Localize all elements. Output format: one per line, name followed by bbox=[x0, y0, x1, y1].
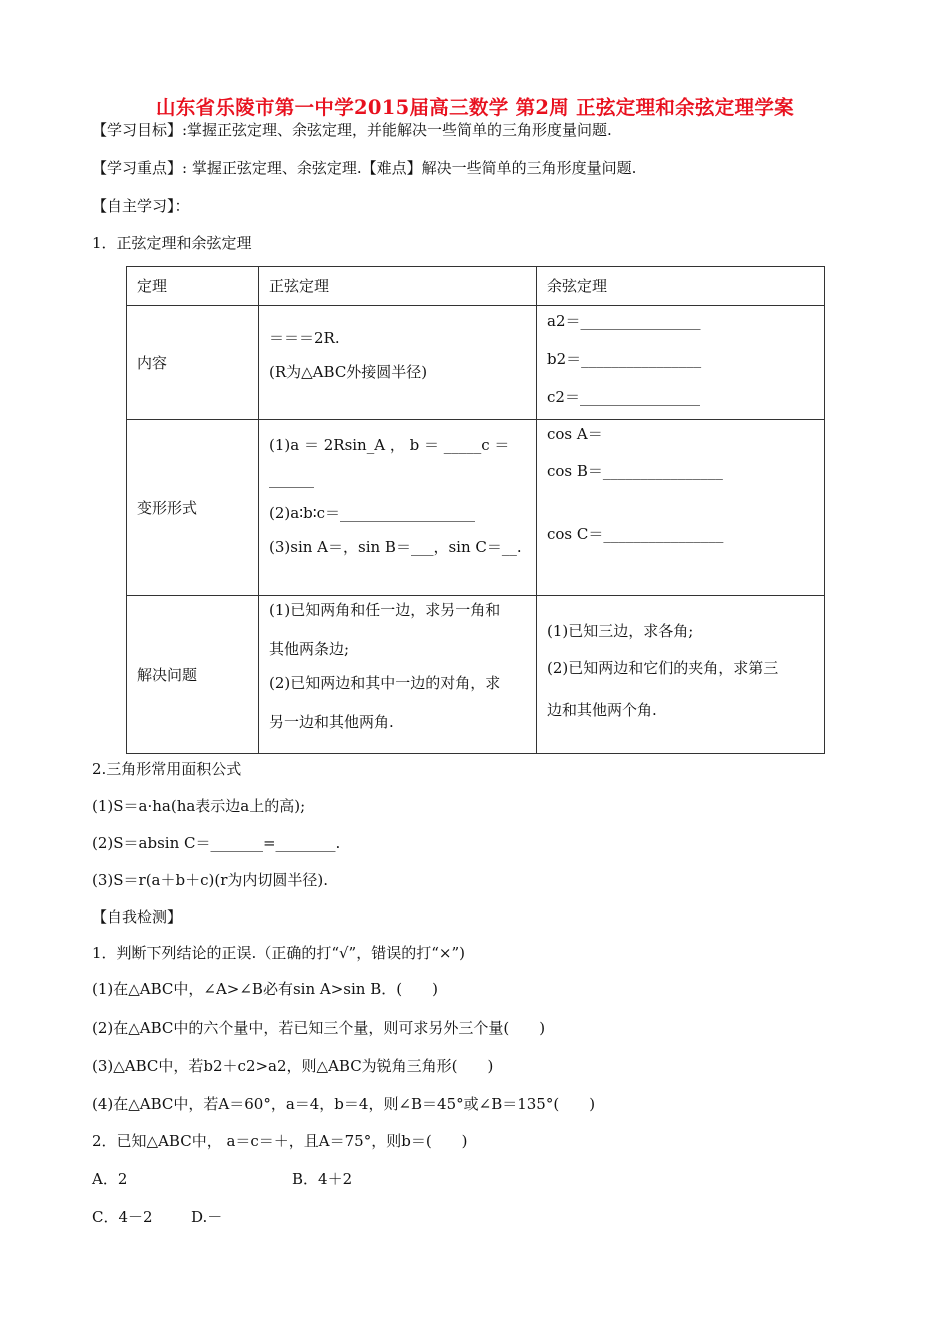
section-2-heading: 2.三角形常用面积公式 bbox=[92, 760, 242, 778]
cosine-content-cell bbox=[537, 306, 825, 420]
question-1-item: (3)△ABC中，若b2＋c2>a2，则△ABC为锐角三角形( ) bbox=[92, 1057, 494, 1075]
row-label-problems: 解决问题 bbox=[127, 596, 259, 754]
question-2-option-d: D.－ bbox=[191, 1208, 223, 1226]
cosine-content-line: a2＝________________ bbox=[547, 312, 701, 330]
sine-variant-line: (2)a∶b∶c＝__________________ bbox=[269, 504, 476, 522]
cosine-content-line: b2＝________________ bbox=[547, 350, 702, 368]
cosine-variant-cell bbox=[537, 420, 825, 596]
cosine-variant-line: cos A＝ bbox=[547, 425, 603, 443]
header-theorem: 定理 bbox=[127, 267, 259, 306]
theorem-table bbox=[126, 266, 825, 754]
area-formula: (1)S＝a·ha(ha表示边a上的高); bbox=[92, 797, 306, 815]
sine-problem-line: 其他两条边; bbox=[269, 640, 350, 658]
question-1-title: 1．判断下列结论的正误.（正确的打“√”，错误的打“×”) bbox=[92, 944, 465, 962]
cosine-problem-line: (2)已知两边和它们的夹角，求第三 bbox=[547, 659, 779, 677]
self-check-heading: 【自我检测】 bbox=[92, 908, 183, 926]
question-2-option-b: B．4＋2 bbox=[292, 1170, 353, 1188]
question-2-option-c: C．4－2 bbox=[92, 1208, 153, 1226]
area-formula: (3)S＝r(a＋b＋c)(r为内切圆半径). bbox=[92, 871, 328, 889]
row-label-content: 内容 bbox=[127, 306, 259, 420]
sine-problem-line: 另一边和其他两角. bbox=[269, 713, 394, 731]
question-2-title: 2．已知△ABC中， a＝c＝＋，且A＝75°，则b＝( ) bbox=[92, 1132, 468, 1150]
sine-content-line: ＝＝＝2R. bbox=[269, 329, 340, 347]
sine-variant-line: (3)sin A＝，sin B＝___，sin C＝__. bbox=[269, 538, 522, 556]
sine-content-cell bbox=[259, 306, 537, 420]
table-row-content bbox=[127, 306, 825, 420]
section-1-heading: 1．正弦定理和余弦定理 bbox=[92, 234, 252, 252]
cosine-problem-cell bbox=[537, 596, 825, 754]
learning-goals: 【学习目标】:掌握正弦定理、余弦定理，并能解决一些简单的三角形度量问题. bbox=[92, 121, 612, 139]
header-cosine-law: 余弦定理 bbox=[537, 267, 825, 306]
sine-variant-line: (1)a ＝ 2Rsin_A ， b ＝ _____c ＝ bbox=[269, 436, 510, 454]
sine-problem-line: (1)已知两角和任一边，求另一角和 bbox=[269, 601, 501, 619]
table-row-problems bbox=[127, 596, 825, 754]
document-title: 山东省乐陵市第一中学2015届高三数学 第2周 正弦定理和余弦定理学案 bbox=[156, 96, 794, 119]
question-1-item: (4)在△ABC中，若A＝60°，a＝4，b＝4，则∠B＝45°或∠B＝135°( ) bbox=[92, 1095, 596, 1113]
question-1-item: (2)在△ABC中的六个量中，若已知三个量，则可求另外三个量( ) bbox=[92, 1019, 546, 1037]
sine-content-line: (R为△ABC外接圆半径) bbox=[269, 363, 428, 381]
table-header-row bbox=[127, 267, 825, 306]
cosine-variant-line: cos C＝________________ bbox=[547, 525, 724, 543]
learning-focus: 【学习重点】: 掌握正弦定理、余弦定理.【难点】解决一些简单的三角形度量问题. bbox=[92, 159, 637, 177]
area-formula: (2)S＝absin C＝_______=________. bbox=[92, 834, 341, 852]
sine-problem-line: (2)已知两边和其中一边的对角，求 bbox=[269, 674, 501, 692]
header-sine-law: 正弦定理 bbox=[259, 267, 537, 306]
cosine-problem-line: 边和其他两个角. bbox=[547, 701, 657, 719]
question-2-option-a: A．2 bbox=[92, 1170, 128, 1188]
sine-variant-line: ______ bbox=[269, 470, 314, 488]
cosine-content-line: c2＝________________ bbox=[547, 388, 700, 406]
sine-problem-cell bbox=[259, 596, 537, 754]
cosine-variant-line: cos B＝________________ bbox=[547, 462, 723, 480]
table-row-variants bbox=[127, 420, 825, 596]
cosine-problem-line: (1)已知三边，求各角; bbox=[547, 622, 694, 640]
question-1-item: (1)在△ABC中，∠A>∠B必有sin A>sin B．( ) bbox=[92, 980, 438, 998]
row-label-variants: 变形形式 bbox=[127, 420, 259, 596]
sine-variant-cell bbox=[259, 420, 537, 596]
self-study-heading: 【自主学习】： bbox=[92, 197, 190, 215]
